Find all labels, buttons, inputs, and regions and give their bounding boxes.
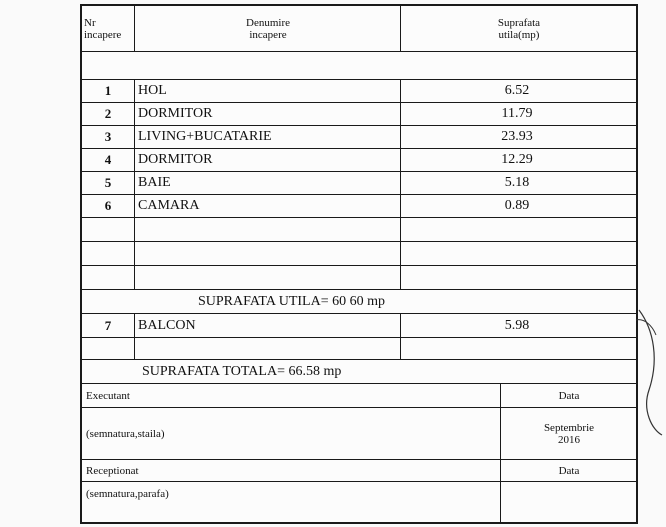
room-area: 11.79 [501, 106, 533, 121]
room-name: DORMITOR [138, 106, 213, 121]
room-nr: 6 [104, 198, 112, 213]
room-area: 23.93 [501, 129, 533, 144]
table-row [82, 149, 636, 172]
table-row [82, 126, 636, 149]
date-value: Septembrie 2016 [543, 421, 595, 446]
subtotal-row [82, 290, 636, 314]
empty-row [82, 266, 636, 290]
room-name: BAIE [138, 175, 171, 190]
room-nr: 3 [104, 129, 112, 144]
room-nr: 2 [104, 106, 112, 121]
room-area: 6.52 [504, 83, 530, 98]
table-row [82, 80, 636, 103]
total-row [82, 360, 636, 384]
table-header [82, 6, 636, 52]
room-name: HOL [138, 83, 167, 98]
data-label-2: Data [558, 464, 580, 477]
signature-row [82, 408, 636, 460]
area-header: Suprafata utila(mp) [497, 16, 541, 41]
balcony-row [82, 314, 636, 338]
balcony-nr: 7 [104, 317, 112, 333]
room-name: CAMARA [138, 198, 200, 213]
balcony-name: BALCON [138, 317, 196, 333]
room-name: DORMITOR [138, 152, 213, 167]
room-nr: 5 [104, 175, 112, 190]
total-text: SUPRAFATA TOTALA= 66.58 mp [142, 363, 342, 379]
executant-label: Executant [86, 389, 130, 402]
executant-row [82, 384, 636, 408]
table-row [82, 103, 636, 126]
receptionat-row [82, 460, 636, 482]
handwritten-signature [634, 300, 664, 450]
subtotal-text: SUPRAFATA UTILA= 60 60 mp [198, 293, 385, 309]
table-row [82, 172, 636, 195]
empty-row [82, 218, 636, 242]
empty-row [82, 338, 636, 360]
room-area: 0.89 [504, 198, 530, 213]
empty-row [82, 242, 636, 266]
data-label: Data [558, 389, 580, 402]
balcony-area: 5.98 [504, 317, 530, 333]
room-area: 12.29 [501, 152, 533, 167]
receptionat-label: Receptionat [86, 464, 139, 477]
room-area: 5.18 [504, 175, 530, 190]
room-nr: 4 [104, 152, 112, 167]
name-header: Denumire incapere [246, 16, 290, 41]
room-nr: 1 [104, 83, 112, 98]
signature-label: (semnatura,staila) [86, 427, 165, 440]
table-row [82, 195, 636, 218]
blank-row [82, 52, 636, 80]
room-area-table [80, 4, 638, 524]
nr-header: Nr incapere [84, 16, 122, 41]
room-name: LIVING+BUCATARIE [138, 129, 272, 144]
signature-label-2: (semnatura,parafa) [86, 488, 169, 500]
signature-row-2 [82, 482, 636, 522]
